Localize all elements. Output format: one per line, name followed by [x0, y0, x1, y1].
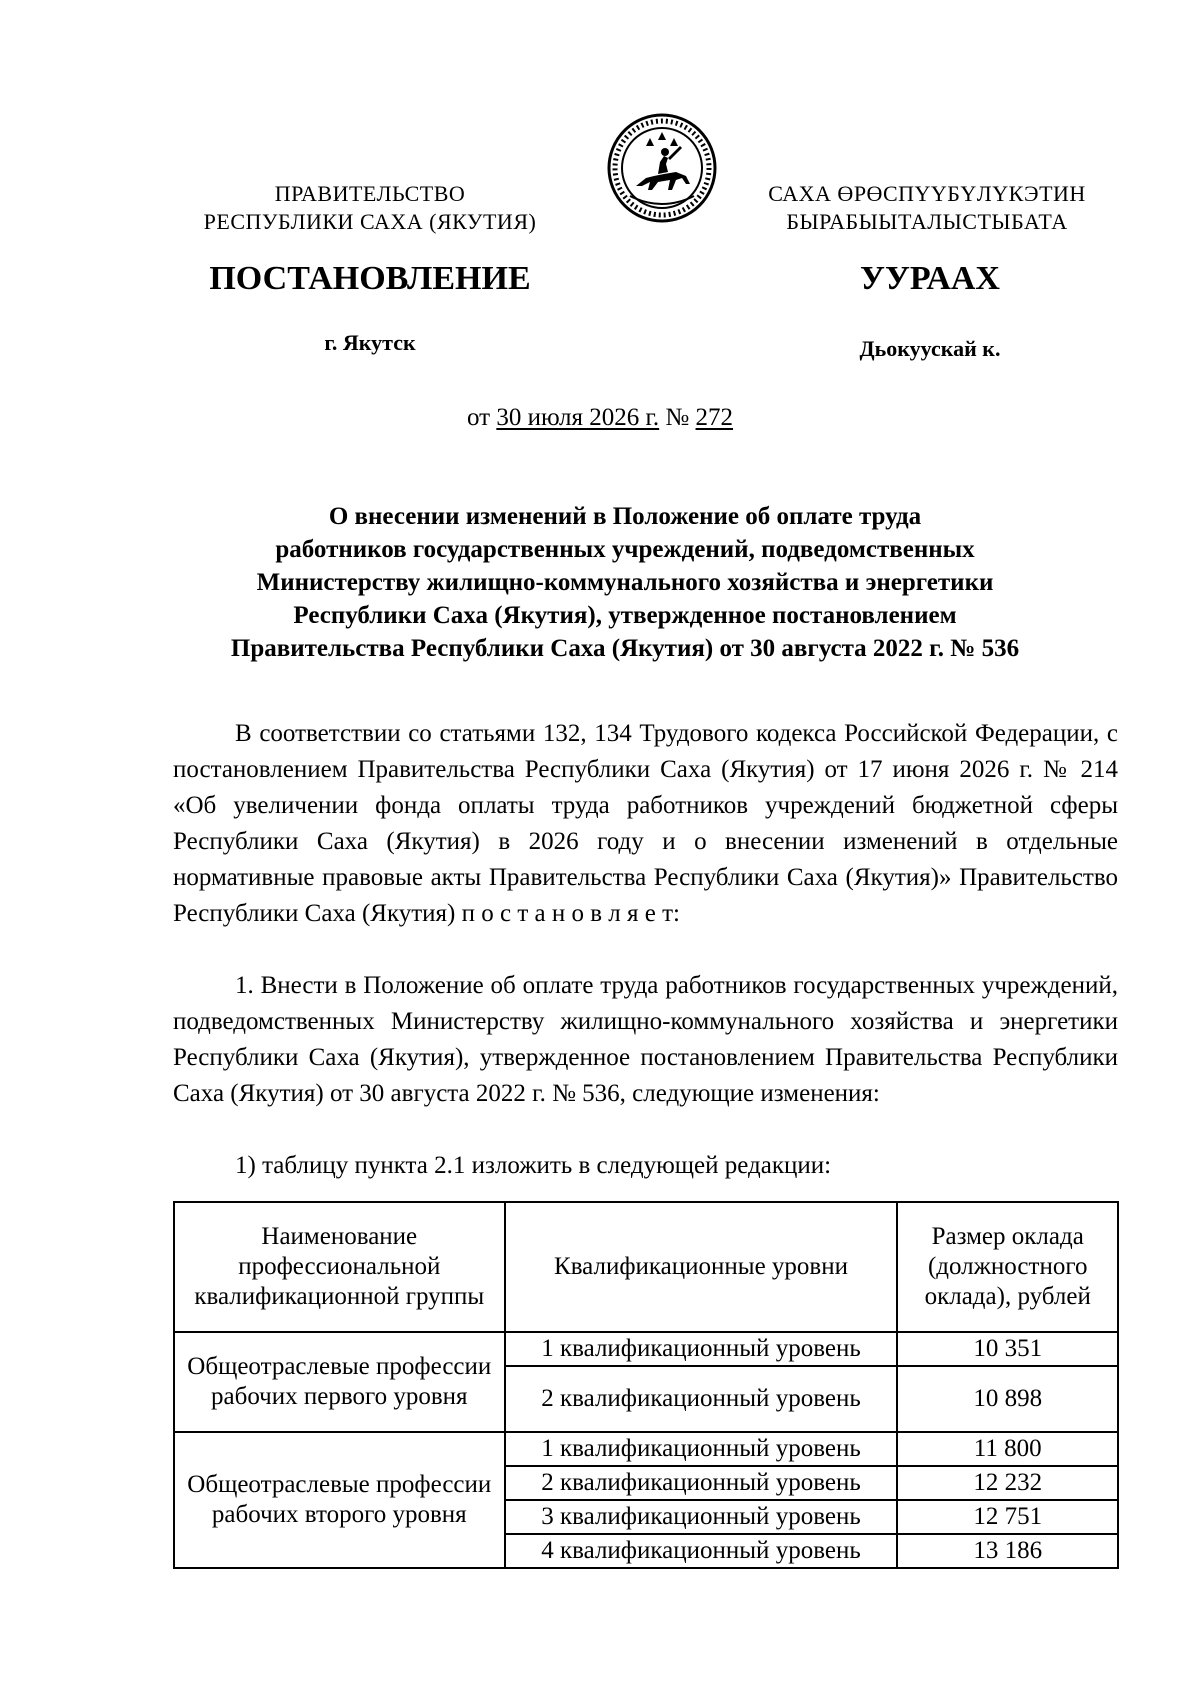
table-header-row	[174, 1202, 1118, 1332]
doc-type-sakha: УУРААХ	[860, 260, 1000, 297]
level-cell: 1 квалификационный уровень	[505, 1432, 898, 1466]
group-name-cell: Общеотраслевые профессии рабочих первого уровня	[174, 1332, 505, 1432]
subitem1-paragraph: 1) таблицу пункта 2.1 изложить в следующей редакции:	[235, 1152, 832, 1179]
level-cell: 1 квалификационный уровень	[505, 1332, 898, 1366]
level-cell: 2 квалификационный уровень	[505, 1366, 898, 1432]
document-title	[160, 500, 1090, 665]
number-sign: №	[659, 404, 696, 431]
header-group-name: Наименование профессиональной квалификационной группы	[174, 1202, 505, 1332]
title-line5: Правительства Республики Саха (Якутия) от 30 августа 2022 г. № 536	[230, 635, 1020, 662]
salary-table	[173, 1201, 1119, 1569]
doc-number: 272	[695, 404, 734, 431]
salary-cell: 12 751	[897, 1500, 1118, 1534]
title-line4: Республики Саха (Якутия), утвержденное постановлением	[293, 602, 957, 629]
level-cell: 4 квалификационный уровень	[505, 1534, 898, 1568]
coat-of-arms-emblem	[606, 112, 718, 224]
table-row	[174, 1432, 1118, 1466]
salary-cell: 13 186	[897, 1534, 1118, 1568]
doc-type-ru: ПОСТАНОВЛЕНИЕ	[209, 260, 531, 297]
date-value: 30 июля 2026 г.	[496, 404, 660, 431]
header-salary: Размер оклада (должностного оклада), рублей	[897, 1202, 1118, 1332]
title-line3: Министерству жилищно-коммунального хозяйства и энергетики	[256, 569, 994, 596]
date-prefix: от	[466, 404, 497, 431]
title-line2: работников государственных учреждений, подведомственных	[275, 536, 975, 563]
header-right-line2: БЫРАБЫЫТАЛЫСТЫБАТА	[786, 209, 1068, 234]
header-left-line2: РЕСПУБЛИКИ САХА (ЯКУТИЯ)	[203, 209, 537, 234]
salary-cell: 10 898	[897, 1366, 1118, 1432]
header-left-line1: ПРАВИТЕЛЬСТВО	[274, 181, 466, 206]
header-right	[712, 180, 1142, 236]
city-ru: г. Якутск	[324, 330, 416, 355]
level-cell: 2 квалификационный уровень	[505, 1466, 898, 1500]
table-row	[174, 1332, 1118, 1366]
date-line	[0, 404, 1200, 432]
group-name-cell: Общеотраслевые профессии рабочих второго уровня	[174, 1432, 505, 1568]
salary-cell: 12 232	[897, 1466, 1118, 1500]
salary-cell: 11 800	[897, 1432, 1118, 1466]
title-line1: О внесении изменений в Положение об оплате труда	[328, 503, 922, 530]
level-cell: 3 квалификационный уровень	[505, 1500, 898, 1534]
preamble-paragraph: В соответствии со статьями 132, 134 Трудового кодекса Российской Федерации, с постановлением Правительства Республики Саха (Якутия) от 17 июня 2026 г. № 214 «Об увеличении фонда оплаты труда работников учреждений бюджетной сферы Республики Саха (Якутия) в 2026 году и о внесении изменений в отдельные нормативные правовые акты Правительства Республики Саха (Якутия)» Правительство Республики Саха (Якутия) п о с т а н о в л я е т:	[173, 720, 1118, 927]
item1-paragraph: 1. Внести в Положение об оплате труда работников государственных учреждений, подведомственных Министерству жилищно-коммунального хозяйства и энергетики Республики Саха (Якутия), утвержденное постановлением Правительства Республики Саха (Якутия) от 30 августа 2022 г. № 536, следующие изменения:	[173, 972, 1118, 1107]
city-sakha: Дьокуускай к.	[859, 336, 1001, 361]
salary-cell: 10 351	[897, 1332, 1118, 1366]
header-left	[170, 180, 570, 236]
header-right-line1: САХА ӨРӨСПҮҮБҮЛҮКЭТИН	[768, 181, 1086, 206]
header-levels: Квалификационные уровни	[505, 1202, 898, 1332]
